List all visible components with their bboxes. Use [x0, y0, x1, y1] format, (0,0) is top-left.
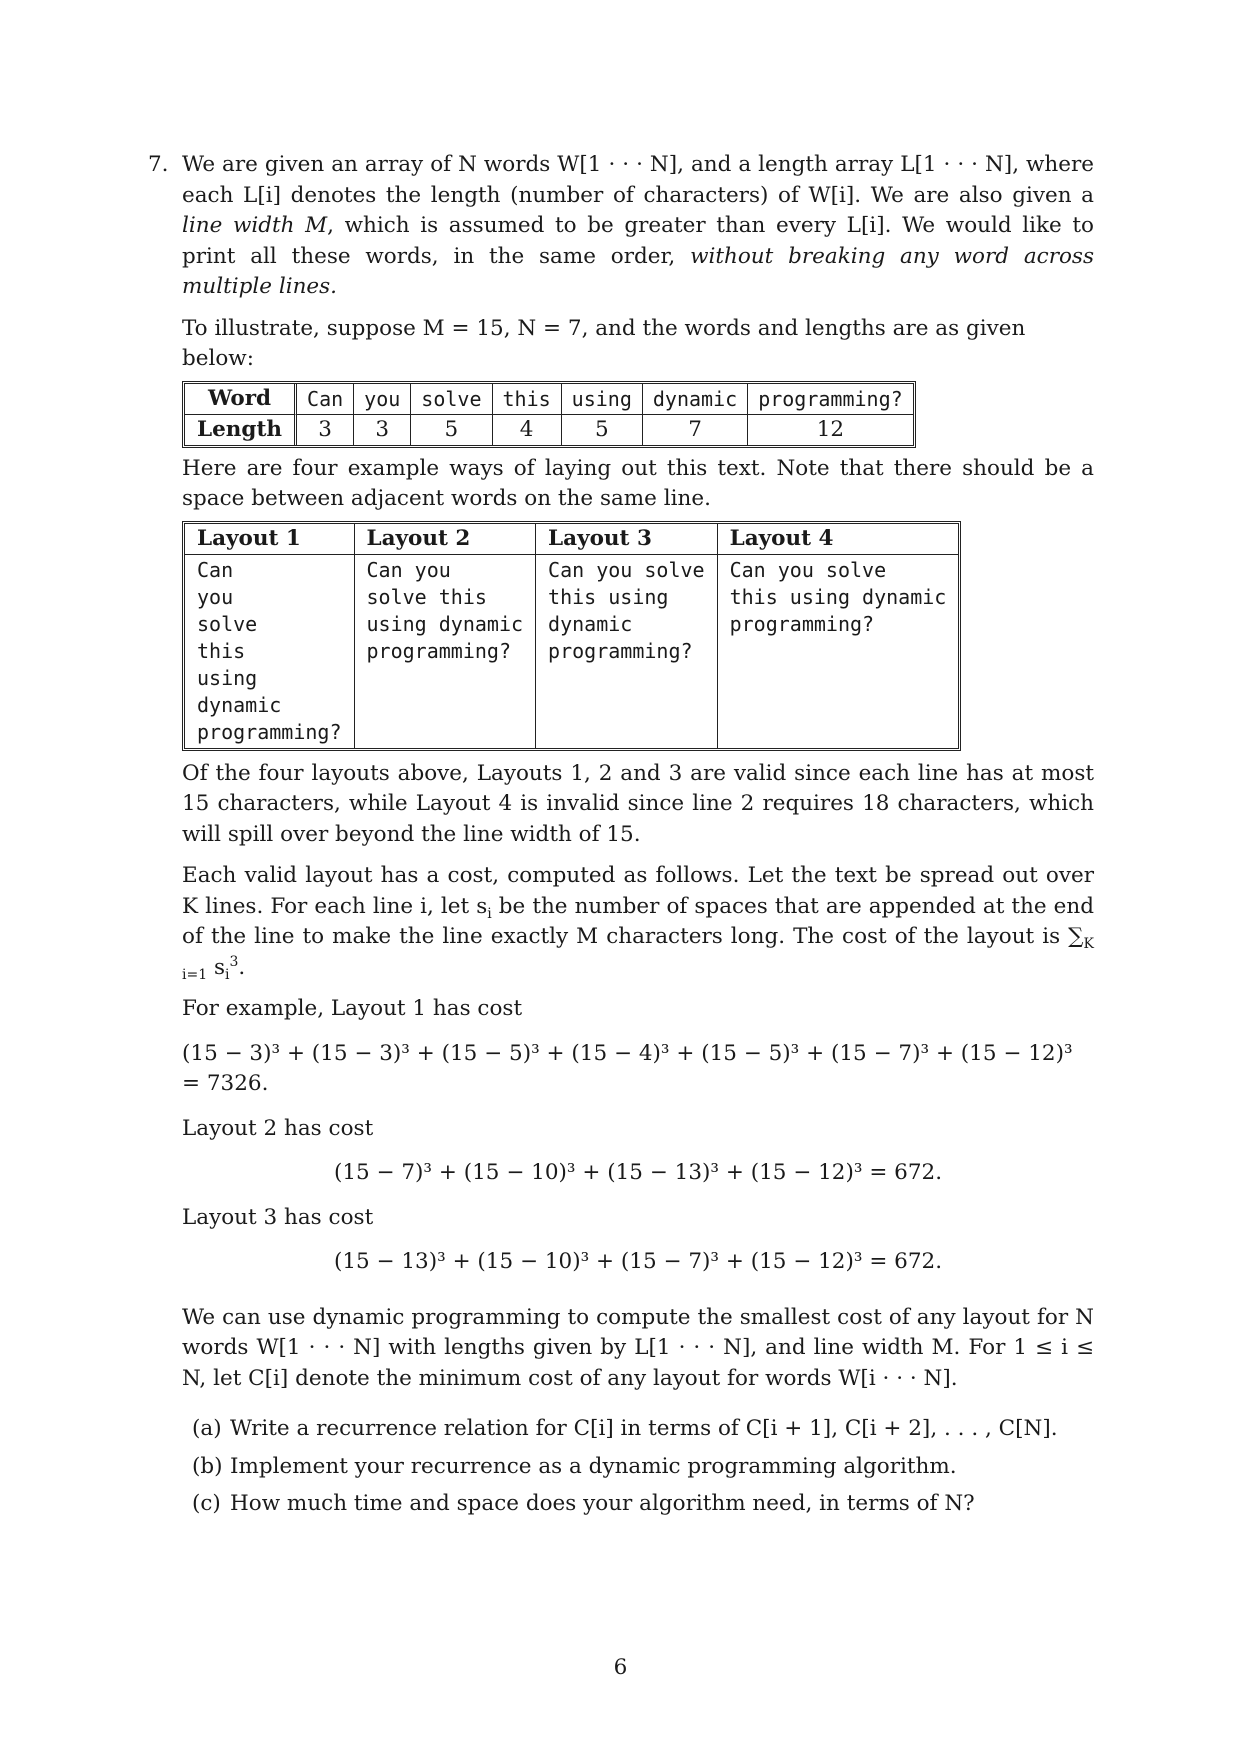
word-cell: you	[354, 384, 411, 415]
subquestion-label: (c)	[192, 1491, 221, 1516]
length-cell: 5	[562, 415, 643, 445]
layout-line: Can you solve	[548, 557, 705, 582]
word-cell: solve	[411, 384, 492, 415]
length-cell: 3	[354, 415, 411, 445]
word-row-header: Word	[185, 384, 297, 415]
cost-paragraph: Each valid layout has a cost, computed as follows. Let the text be spread out over K lines. For each line i, let $s_i$ be the number of spaces that are appended at the end of the line to make the line exactly M characters long. The cost of the layout is $\sum_{K i=1}$ $s_i^3$.	[182, 863, 1095, 983]
layout-cell-1	[185, 555, 355, 748]
layout-header: Layout 1	[185, 524, 355, 555]
layout-header: Layout 3	[536, 524, 718, 555]
length-cell: 4	[493, 415, 562, 445]
length-cell: 5	[411, 415, 492, 445]
layout-line: programming?	[366, 638, 511, 663]
word-cell: using	[562, 384, 643, 415]
equation-layout-1: (15 − 3)³ + (15 − 3)³ + (15 − 5)³ + (15 − 4)³ + (15 − 5)³ + (15 − 7)³ + (15 − 12)³ = 7326.	[182, 1040, 1073, 1096]
layout-line: programming?	[729, 611, 875, 636]
layout-line: programming?	[548, 638, 693, 663]
layout-header: Layout 4	[718, 524, 959, 555]
layouts-body-row	[185, 555, 958, 748]
layout-line: this using dynamic	[729, 584, 947, 609]
layout-line: this	[197, 638, 246, 663]
word-cell: Can	[297, 384, 354, 415]
layout2-intro: Layout 2 has cost	[182, 1115, 374, 1141]
layout-line: dynamic	[197, 692, 282, 717]
layout-line: Can	[197, 557, 234, 582]
length-cell: 7	[643, 415, 748, 445]
layout-cell-2	[355, 555, 537, 748]
word-cell: dynamic	[643, 384, 748, 415]
equation-layout-3: (15 − 13)³ + (15 − 10)³ + (15 − 7)³ + (15 − 12)³ = 672.	[333, 1249, 943, 1274]
layout-header: Layout 2	[355, 524, 537, 555]
subquestion-label: (b)	[192, 1453, 223, 1479]
dp-paragraph: We can use dynamic programming to compute the smallest cost of any layout for N words W[1 · · · N] with lengths given by L[1 · · · N], and line width M. For 1 ≤ i ≤ N, let C[i] denote the minimum cost of any layout for words W[i · · · N].	[182, 1304, 1094, 1391]
word-length-table	[182, 381, 916, 448]
subquestion-text: Implement your recurrence as a dynamic programming algorithm.	[230, 1453, 957, 1479]
length-cell: 12	[816, 416, 845, 442]
subquestion-a	[182, 1414, 1094, 1445]
word-row	[185, 384, 913, 415]
subquestion-text: How much time and space does your algorithm need, in terms of N?	[230, 1491, 975, 1516]
line-width-term: line width M	[182, 213, 328, 238]
question-number: 7.	[148, 152, 169, 177]
layouts-intro: Here are four example ways of laying out this text. Note that there should be a space between adjacent words on the same line.	[182, 455, 1094, 511]
word-cell: programming?	[748, 384, 913, 415]
subquestion-b	[182, 1452, 1094, 1483]
length-row-header: Length	[185, 415, 297, 445]
layout-line: dynamic	[548, 611, 633, 636]
equation-layout-2: (15 − 7)³ + (15 − 10)³ + (15 − 13)³ + (15 − 12)³ = 672.	[333, 1160, 943, 1185]
layouts-header-row	[185, 524, 958, 555]
layout-line: Can you	[366, 557, 451, 582]
layout-cell-4	[718, 555, 959, 748]
layout-line: using	[197, 665, 258, 690]
illustrate-sentence: To illustrate, suppose M = 15, N = 7, and the words and lengths are as given below:	[182, 315, 1026, 371]
subquestion-c	[182, 1489, 1094, 1520]
word-cell: this	[493, 384, 562, 415]
page-number: 6	[613, 1655, 628, 1680]
length-cell: 3	[297, 415, 354, 445]
subquestion-label: (a)	[192, 1416, 222, 1441]
layout-line: solve this	[366, 584, 487, 609]
validity-paragraph: Of the four layouts above, Layouts 1, 2 and 3 are valid since each line has at most 15 characters, while Layout 4 is invalid since line 2 requires 18 characters, which will spill over beyond the line width of 15.	[182, 760, 1094, 847]
sum-limits: K i=1	[182, 936, 1094, 983]
intro-paragraph: We are given an array of N words W[1 · · · N], and a length array L[1 · · · N], where each L[i] denotes the length (number of characters) of W[i]. We are also given a line width M, which is assumed to be greater than every L[i]. We would like to print all these words, in the same order, without breaking any word across multiple lines.	[182, 152, 1094, 299]
length-row	[185, 415, 913, 445]
layout-line: using dynamic	[366, 611, 524, 636]
example-intro: For example, Layout 1 has cost	[182, 996, 523, 1021]
layout-cell-3	[536, 555, 718, 748]
layout-line: solve	[197, 611, 258, 636]
layout-line: Can you solve	[729, 557, 887, 582]
layout-line: you	[197, 584, 234, 609]
subquestion-text: Write a recurrence relation for C[i] in terms of C[i + 1], C[i + 2], . . . , C[N].	[230, 1416, 1058, 1441]
layout-line: this using	[548, 584, 669, 609]
layout-line: programming?	[197, 719, 342, 744]
layout3-intro: Layout 3 has cost	[182, 1204, 374, 1230]
layouts-table	[182, 521, 961, 751]
question-body	[148, 150, 1095, 1527]
no-break-emphasis: without breaking any word across multiple lines.	[182, 243, 1094, 299]
